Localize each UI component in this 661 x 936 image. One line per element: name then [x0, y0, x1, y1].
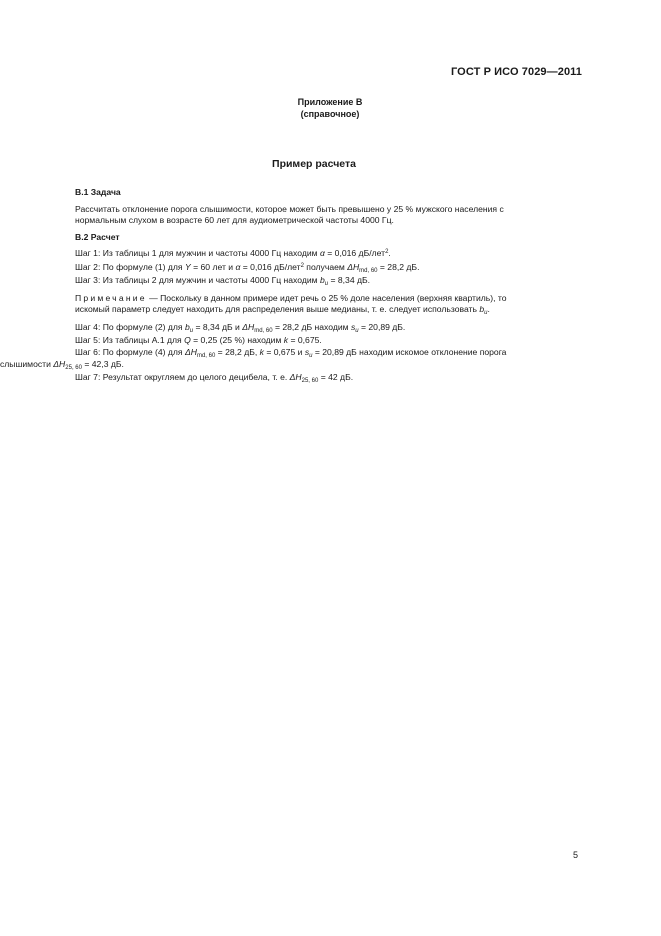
delta-h-symbol: ΔH [289, 372, 302, 382]
step-2 [75, 262, 583, 273]
step-6-text: Шаг 6: По формуле (4) для [75, 347, 185, 357]
step-6 [75, 347, 583, 358]
k-symbol: k [259, 347, 264, 357]
step-7 [75, 372, 583, 383]
appendix-note: (справочное) [300, 109, 360, 119]
delta-h-symbol: ΔH [53, 359, 66, 369]
step-4-value: = 20,89 дБ. [358, 322, 406, 332]
step-4 [75, 322, 583, 333]
step-7-text: Шаг 7: Результат округляем до целого децибела, т. е. [75, 372, 290, 382]
section-heading-task: В.1 Задача [75, 187, 121, 197]
step-2-text-b: = 60 лет и [190, 262, 236, 272]
subscript: u [189, 328, 194, 334]
step-2-text-e: = 28,2 дБ. [377, 262, 420, 272]
subscript: 25, 60 [301, 378, 319, 384]
step-4-text: Шаг 4: По формуле (2) для [75, 322, 185, 332]
section-heading-calc: В.2 Расчет [75, 232, 120, 242]
step-1-text: Шаг 1: Из таблицы 1 для мужчин и частоты 4000 Гц находим [75, 248, 320, 258]
subscript: md, 60 [196, 353, 216, 359]
step-4-text-d: = 28,2 дБ находим [272, 322, 351, 332]
step-7-value: = 42 дБ. [318, 372, 354, 382]
step-1-value: = 0,016 дБ/лет [324, 248, 386, 258]
subscript: md, 60 [359, 268, 378, 274]
k-symbol: k [283, 335, 289, 345]
delta-h-symbol: ΔH [347, 262, 360, 272]
note-line-1 [75, 293, 583, 304]
document-header: ГОСТ Р ИСО 7029—2011 [450, 66, 582, 78]
step-5 [75, 335, 583, 346]
step-3-value: = 8,34 дБ. [328, 275, 371, 285]
step-5-text: Шаг 5: Из таблицы А.1 для [75, 335, 185, 345]
y-symbol: Y [184, 262, 191, 272]
delta-h-symbol: ΔH [242, 322, 255, 332]
note-label: Примечание [75, 293, 147, 303]
subscript: u [324, 281, 329, 287]
step-2-text-c: = 0,016 дБ/лет [240, 262, 301, 272]
subscript: u [355, 328, 359, 334]
punct: . [487, 304, 490, 314]
appendix-label: Приложение В [297, 97, 363, 107]
step-6-value: = 42,3 дБ. [81, 359, 124, 369]
subscript: u [309, 353, 313, 359]
step-3-text: Шаг 3: Из таблицы 2 для мужчин и частоты 4000 Гц находим [75, 275, 320, 285]
subscript: md, 60 [254, 328, 273, 334]
step-6-text-c: = 0,675 и [263, 347, 305, 357]
b-symbol: b [184, 322, 190, 332]
punct: . [388, 248, 391, 258]
subscript: 25, 60 [65, 365, 82, 371]
step-2-text-d: получаем [303, 262, 348, 272]
task-text-line1: Рассчитать отклонение порога слышимости, которое может быть превышено у 25 % мужского населения с [75, 204, 504, 214]
step-6-text-b: = 28,2 дБ, [215, 347, 260, 357]
delta-h-symbol: ΔH [184, 347, 197, 357]
task-text-line2: нормальным слухом в возрасте 60 лет для аудиометрической частоты 4000 Гц. [75, 215, 394, 225]
alpha-symbol: α [235, 262, 241, 272]
page-title: Пример расчета [272, 158, 356, 170]
note-text-1: — Поскольку в данном примере идет речь о 25 % доле населения (верхняя квартиль), то [146, 293, 507, 303]
page-number: 5 [573, 850, 579, 860]
step-6-line-2 [0, 359, 583, 370]
note-line-2 [75, 304, 583, 315]
superscript: 2 [300, 263, 304, 269]
b-symbol: b [479, 304, 485, 314]
step-3 [75, 275, 583, 286]
step-5-text-b: = 0,25 (25 %) находим [190, 335, 284, 345]
step-4-text-c: = 8,34 дБ и [193, 322, 243, 332]
step-5-value: = 0,675. [288, 335, 322, 345]
step-6-text-e: слышимости [0, 359, 54, 369]
step-6-text-d: = 20,89 дБ находим искомое отклонение порога [312, 347, 507, 357]
s-symbol: s [350, 322, 356, 332]
s-symbol: s [304, 347, 310, 357]
b-symbol: b [319, 275, 325, 285]
step-1 [75, 248, 583, 259]
subscript: u [484, 310, 488, 316]
alpha-symbol: α [319, 248, 325, 258]
superscript: 2 [385, 249, 389, 255]
step-2-text: Шаг 2: По формуле (1) для [75, 262, 185, 272]
note-text-2: искомый параметр следует находить для распределения выше медианы, т. е. следует использовать [75, 304, 480, 314]
q-symbol: Q [184, 335, 191, 345]
